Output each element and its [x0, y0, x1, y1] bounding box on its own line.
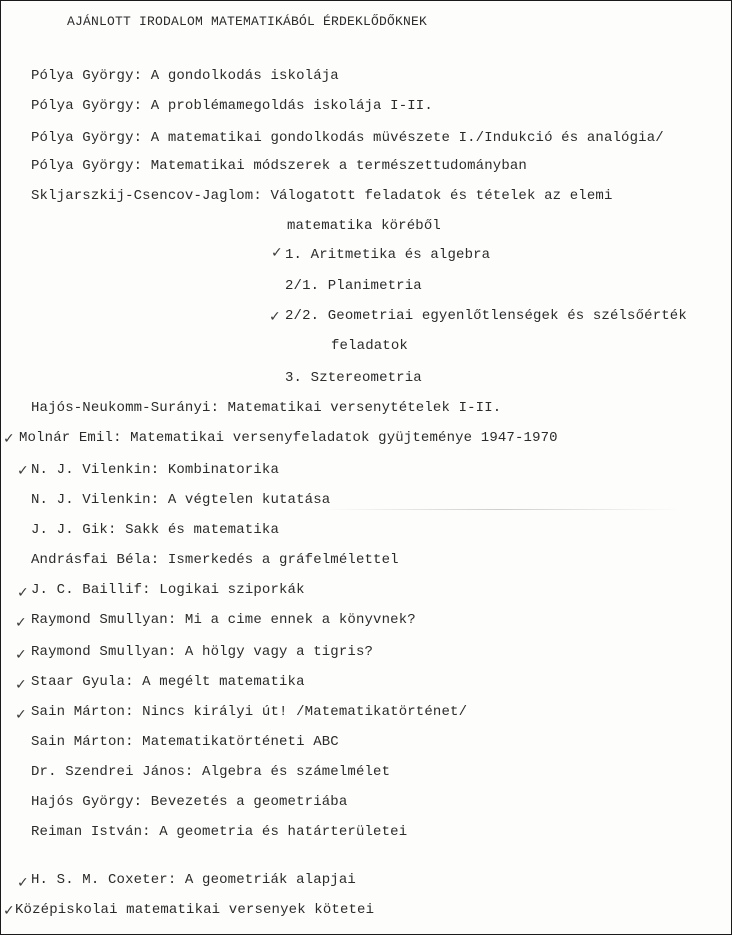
entry-10: J. J. Gik: Sakk és matematika	[31, 522, 279, 538]
entry-11: Andrásfai Béla: Ismerkedés a gráfelmélettel	[31, 552, 399, 568]
scan-streak	[321, 509, 681, 510]
entry-5: Skljarszkij-Csencov-Jaglom: Válogatott feladatok és tételek az elemi	[31, 188, 613, 204]
entry-21: H. S. M. Coxeter: A geometriák alapjai	[31, 872, 356, 888]
entry-12: J. C. Baillif: Logikai sziporkák	[31, 582, 305, 598]
entry-16: Sain Márton: Nincs királyi út! /Matematikatörténet/	[31, 704, 468, 720]
entry-3: Pólya György: A matematikai gondolkodás müvészete I./Indukció és analógia/	[31, 130, 664, 146]
subentry-4: 3. Sztereometria	[285, 370, 422, 386]
subentry-1: 1. Aritmetika és algebra	[285, 247, 491, 263]
check-mark-icon: ✓	[15, 707, 27, 723]
entry-4: Pólya György: Matematikai módszerek a természettudományban	[31, 158, 527, 174]
entry-18: Dr. Szendrei János: Algebra és számelmélet	[31, 764, 391, 780]
entry-15: Staar Gyula: A megélt matematika	[31, 674, 305, 690]
subentry-3: 2/2. Geometriai egyenlőtlenségek és szélsőérték	[285, 308, 687, 324]
entry-5-continued: matematika köréből	[287, 218, 441, 234]
entry-14: Raymond Smullyan: A hölgy vagy a tigris?	[31, 644, 374, 660]
entry-9: N. J. Vilenkin: A végtelen kutatása	[31, 492, 331, 508]
subentry-3-continued: feladatok	[331, 338, 408, 354]
check-mark-icon: ✓	[17, 463, 29, 479]
check-mark-icon: ✓	[15, 677, 27, 693]
check-mark-icon: ✓	[17, 585, 29, 601]
check-mark-icon: ✓	[3, 903, 15, 919]
entry-13: Raymond Smullyan: Mi a cime ennek a könyvnek?	[31, 612, 416, 628]
entry-6: Hajós-Neukomm-Surányi: Matematikai versenytételek I-II.	[31, 400, 502, 416]
check-mark-icon: ✓	[17, 875, 29, 891]
check-mark-icon: ✓	[269, 309, 281, 325]
entry-19: Hajós György: Bevezetés a geometriába	[31, 794, 348, 810]
check-mark-icon: ✓	[15, 615, 27, 631]
entry-8: N. J. Vilenkin: Kombinatorika	[31, 462, 279, 478]
entry-1: Pólya György: A gondolkodás iskolája	[31, 68, 339, 84]
subentry-2: 2/1. Planimetria	[285, 278, 422, 294]
check-mark-icon: ✓	[3, 431, 15, 447]
check-mark-icon: ✓	[271, 245, 283, 261]
entry-17: Sain Márton: Matematikatörténeti ABC	[31, 734, 339, 750]
entry-2: Pólya György: A problémamegoldás iskolája I-II.	[31, 98, 433, 114]
document-title: AJÁNLOTT IRODALOM MATEMATIKÁBÓL ÉRDEKLŐDŐKNEK	[67, 14, 428, 29]
entry-22: Középiskolai matematikai versenyek kötetei	[15, 902, 375, 918]
entry-20: Reiman István: A geometria és határterületei	[31, 824, 408, 840]
check-mark-icon: ✓	[15, 647, 27, 663]
entry-7: Molnár Emil: Matematikai versenyfeladatok gyüjteménye 1947-1970	[19, 430, 558, 446]
